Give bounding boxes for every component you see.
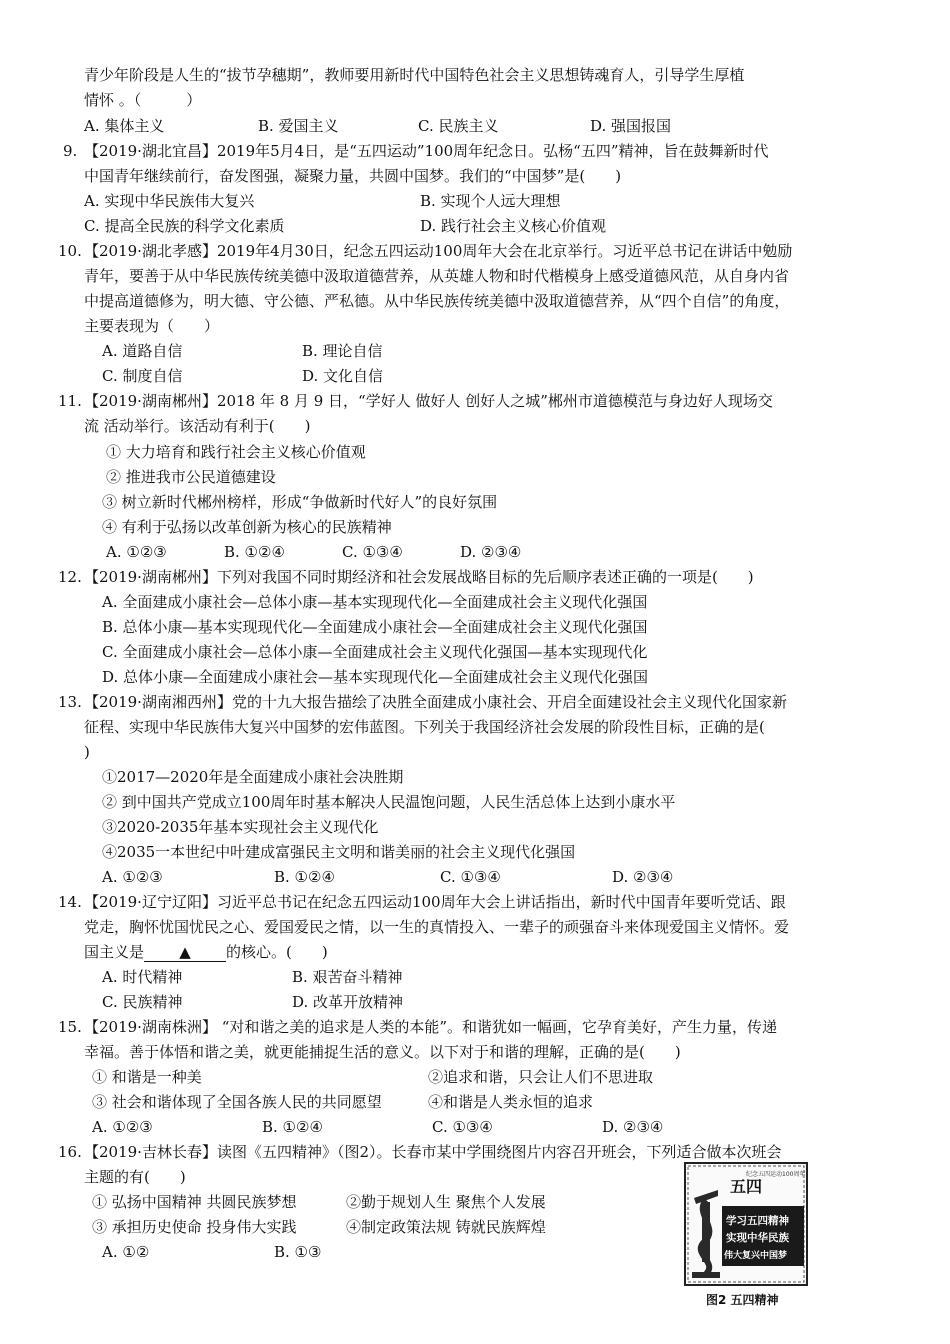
- question-16-stem-line-2: 主题的有( ): [84, 1168, 186, 1186]
- question-12-stem: 【2019·湖南郴州】下列对我国不同时期经济和社会发展战略目标的先后顺序表述正确的一项是( ): [84, 568, 754, 586]
- question-14-stem-suffix: 的核心。( ): [226, 943, 328, 961]
- blank-marker-icon: ▲: [179, 943, 191, 961]
- option-a[interactable]: A. 集体主义: [84, 117, 165, 135]
- question-15-item-1: ① 和谐是一种美: [92, 1068, 202, 1086]
- question-14-number: 14.: [58, 893, 82, 911]
- question-12-number: 12.: [58, 568, 82, 586]
- option-b[interactable]: B. 爱国主义: [258, 117, 339, 135]
- option-a[interactable]: A. ①②③: [102, 868, 163, 886]
- option-a[interactable]: A. ①②③: [92, 1118, 153, 1136]
- question-13-stem-line-3: ): [84, 743, 90, 761]
- question-15-item-4: ④和谐是人类永恒的追求: [428, 1093, 594, 1111]
- option-c[interactable]: C. 制度自信: [102, 367, 183, 385]
- question-16-item-1: ① 弘扬中国精神 共圆民族梦想: [92, 1193, 297, 1211]
- option-a[interactable]: A. 道路自信: [102, 342, 183, 360]
- poster-title-text: 五四: [730, 1177, 763, 1196]
- poster-top-text: 纪念五四运动100周年: [746, 1171, 806, 1178]
- question-11-item-3: ③ 树立新时代郴州榜样，形成“争做新时代好人”的良好氛围: [102, 493, 498, 511]
- question-8-stem-line-1: 青少年阶段是人生的“拔节孕穗期”，教师要用新时代中国特色社会主义思想铸魂育人，引导学生厚植: [84, 66, 745, 84]
- question-14-stem-line-3: [84, 941, 328, 963]
- question-11-stem-line-1: 【2019·湖南郴州】2018 年 8 月 9 日，“学好人 做好人 创好人之城”郴州市道德模范与身边好人现场交: [84, 392, 773, 410]
- question-9-stem-line-1: 【2019·湖北宜昌】2019年5月4日，是“五四运动”100周年纪念日。弘杨“五四”精神，旨在鼓舞新时代: [84, 142, 769, 160]
- question-13-item-1: ①2017—2020年是全面建成小康社会决胜期: [102, 768, 404, 786]
- question-16-item-3: ③ 承担历史使命 投身伟大实践: [92, 1218, 297, 1236]
- option-d[interactable]: D. 总体小康—全面建成小康社会—基本实现现代化—全面建成社会主义现代化强国: [102, 668, 649, 686]
- question-16-number: 16.: [58, 1143, 82, 1161]
- question-14-stem-line-2: 党走，胸怀忧国忧民之心、爱国爱民之情，以一生的真情投入、一辈子的顽强奋斗来体现爱国主义情怀。爱: [84, 918, 790, 936]
- question-13-stem-line-2: 征程、实现中华民族伟大复兴中国梦的宏伟蓝图。下列关于我国经济社会发展的阶段性目标，正确的是(: [84, 718, 765, 736]
- option-c[interactable]: C. ①③④: [432, 1118, 493, 1136]
- question-10-stem-line-1: 【2019·湖北孝感】2019年4月30日，纪念五四运动100周年大会在北京举行。习近平总书记在讲话中勉励: [84, 242, 793, 260]
- option-d[interactable]: D. 强国报国: [590, 117, 672, 135]
- question-13-item-4: ④2035一本世纪中叶建成富强民主文明和谐美丽的社会主义现代化强国: [102, 843, 576, 861]
- option-c[interactable]: C. 民族精神: [102, 993, 183, 1011]
- question-10-number: 10.: [58, 242, 82, 260]
- question-8-stem-line-2: 情怀 。（ ）: [84, 91, 202, 109]
- question-13-stem-line-1: 【2019·湖南湘西州】党的十九大报告描绘了决胜全面建成小康社会、开启全面建设社会主义现代化国家新: [84, 693, 787, 711]
- option-a[interactable]: A. 时代精神: [102, 968, 183, 986]
- option-d[interactable]: D. 改革开放精神: [292, 993, 404, 1011]
- question-15-stem-line-2: 幸福。善于体悟和谐之美，就更能捕捉生活的意义。以下对于和谐的理解，正确的是( ): [84, 1043, 681, 1061]
- option-b[interactable]: B. ①②④: [262, 1118, 323, 1136]
- poster-graphic: [684, 1162, 808, 1286]
- answer-blank[interactable]: [144, 943, 226, 962]
- option-c[interactable]: C. 提高全民族的科学文化素质: [84, 217, 285, 235]
- poster-banner-line-2: 实现中华民族: [726, 1232, 789, 1244]
- question-10-stem-line-4: 主要表现为（ ）: [84, 317, 220, 335]
- figure-caption: 图2 五四精神: [706, 1293, 779, 1307]
- question-9-stem-line-2: 中国青年继续前行，奋发图强，凝聚力量，共圆中国梦。我们的“中国梦”是( ): [84, 167, 622, 185]
- option-a[interactable]: A. ①②③: [106, 543, 167, 561]
- question-14-stem-prefix: 国主义是: [84, 943, 145, 961]
- option-c[interactable]: C. 民族主义: [418, 117, 499, 135]
- question-15-item-2: ②追求和谐，只会让人们不思进取: [428, 1068, 654, 1086]
- poster-banner-line-1: 学习五四精神: [726, 1215, 789, 1227]
- option-b[interactable]: B. ①②④: [224, 543, 285, 561]
- option-d[interactable]: D. ②③④: [612, 868, 674, 886]
- question-15-item-3: ③ 社会和谐体现了全国各族人民的共同愿望: [92, 1093, 382, 1111]
- question-11-item-2: ② 推进我市公民道德建设: [106, 468, 276, 486]
- option-b[interactable]: B. 理论自信: [302, 342, 383, 360]
- option-d[interactable]: D. 文化自信: [302, 367, 384, 385]
- option-a[interactable]: A. ①②: [102, 1243, 150, 1261]
- question-11-stem-line-2: 流 活动举行。该活动有利于( ): [84, 417, 311, 435]
- question-13-number: 13.: [58, 693, 82, 711]
- question-9-number: 9.: [63, 142, 78, 160]
- poster-banner-line-3: 伟大复兴中国梦: [724, 1251, 788, 1261]
- option-b[interactable]: B. 总体小康—基本实现现代化—全面建成小康社会—全面建成社会主义现代化强国: [102, 618, 648, 636]
- question-11-item-1: ① 大力培育和践行社会主义核心价值观: [106, 443, 366, 461]
- option-b[interactable]: B. 艰苦奋斗精神: [292, 968, 403, 986]
- question-13-item-2: ② 到中国共产党成立100周年时基本解决人民温饱问题，人民生活总体上达到小康水平: [102, 793, 676, 811]
- question-14-stem-line-1: 【2019·辽宁辽阳】习近平总书记在纪念五四运动100周年大会上讲话指出，新时代中国青年要听党话、跟: [84, 893, 786, 911]
- question-15-stem-line-1: 【2019·湖南株洲】 “对和谐之美的追求是人类的本能”。和谐犹如一幅画，它孕育美好，产生力量，传递: [84, 1018, 778, 1036]
- question-16-item-2: ②勤于规划人生 聚焦个人发展: [346, 1193, 546, 1211]
- question-10-stem-line-2: 青年，要善于从中华民族传统美德中汲取道德营养，从英雄人物和时代楷模身上感受道德风范，从自身内省: [84, 267, 790, 285]
- question-10-stem-line-3: 中提高道德修为，明大德、守公德、严私德。从中华民族传统美德中汲取道德营养，从“四个自信”的角度，: [84, 292, 790, 310]
- option-b[interactable]: B. ①②④: [274, 868, 335, 886]
- may-fourth-poster-image: [684, 1162, 808, 1286]
- option-a[interactable]: A. 全面建成小康社会—总体小康—基本实现现代化—全面建成社会主义现代化强国: [102, 593, 648, 611]
- option-d[interactable]: D. ②③④: [602, 1118, 664, 1136]
- option-c[interactable]: C. ①③④: [440, 868, 501, 886]
- option-b[interactable]: B. 实现个人远大理想: [420, 192, 561, 210]
- question-11-item-4: ④ 有利于弘扬以改革创新为核心的民族精神: [102, 518, 392, 536]
- question-13-item-3: ③2020-2035年基本实现社会主义现代化: [102, 818, 379, 836]
- option-a[interactable]: A. 实现中华民族伟大复兴: [84, 192, 255, 210]
- question-15-number: 15.: [58, 1018, 82, 1036]
- option-b[interactable]: B. ①③: [274, 1243, 322, 1261]
- option-c[interactable]: C. 全面建成小康社会—总体小康—全面建成社会主义现代化强国—基本实现现代化: [102, 643, 648, 661]
- option-d[interactable]: D. 践行社会主义核心价值观: [420, 217, 607, 235]
- option-d[interactable]: D. ②③④: [460, 543, 522, 561]
- option-c[interactable]: C. ①③④: [342, 543, 403, 561]
- question-16-item-4: ④制定政策法规 铸就民族辉煌: [346, 1218, 546, 1236]
- question-11-number: 11.: [58, 392, 82, 410]
- question-16-stem-line-1: 【2019·吉林长春】读图《五四精神》（图2）。长春市某中学围绕图片内容召开班会，下列适合做本次班会: [84, 1143, 782, 1161]
